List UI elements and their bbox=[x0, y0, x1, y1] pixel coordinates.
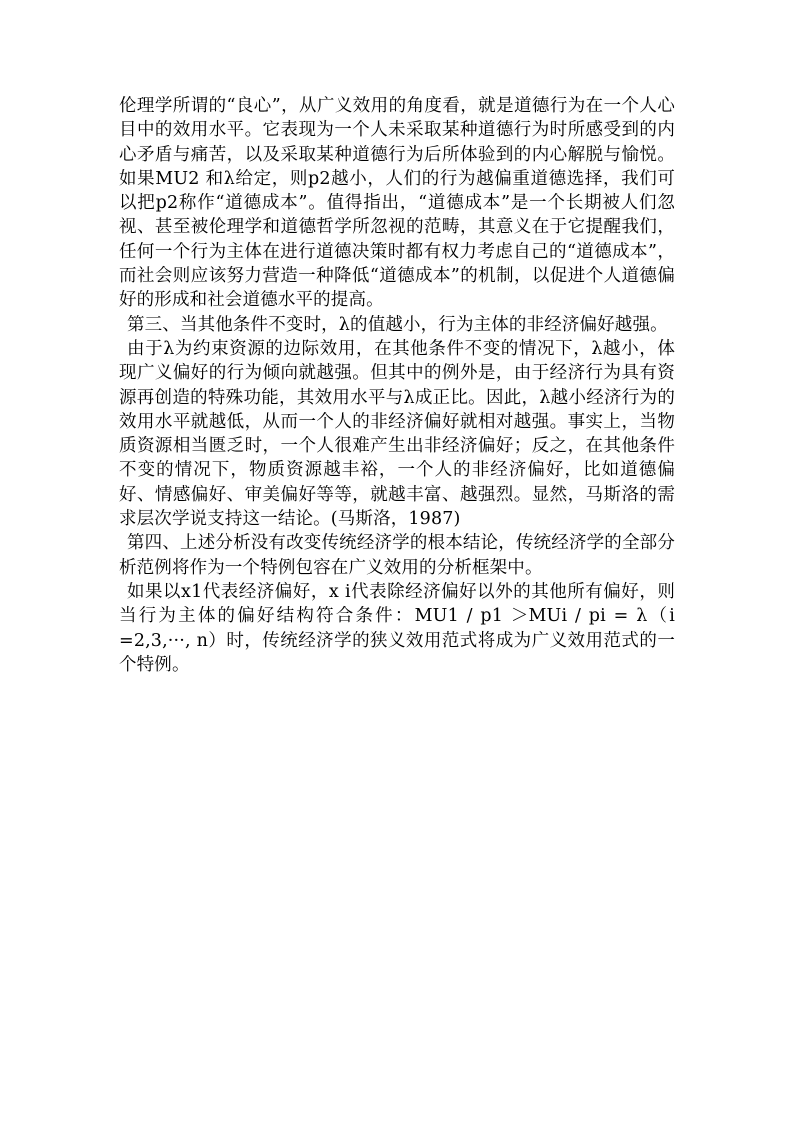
paragraph-lambda-explanation: 由于λ为约束资源的边际效用，在其他条件不变的情况下，λ越小，体现广义偏好的行为倾向就越强。但其中的例外是，由于经济行为具有资源再创造的特殊功能，其效用水平与λ成正比。因此，λ越小经济行为的效用水平就越低，从而一个人的非经济偏好就相对越强。事实上，当物质资源相当匮乏时，一个人很难产生出非经济偏好；反之，在其他条件不变的情况下，物质资源越丰裕，一个人的非经济偏好，比如道德偏好、情感偏好、审美偏好等等，就越丰富、越强烈。显然，马斯洛的需求层次学说支持这一结论。(马斯洛，1987) bbox=[119, 338, 675, 530]
paragraph-third-point: 第三、当其他条件不变时，λ的值越小，行为主体的非经济偏好越强。 bbox=[127, 314, 668, 335]
paragraph-fourth-point: 第四、上述分析没有改变传统经济学的根本结论，传统经济学的全部分析范例将作为一个特例包容在广义效用的分析框架中。 bbox=[119, 533, 675, 578]
paragraph-moral-cost: 伦理学所谓的“良心”，从广义效用的角度看，就是道德行为在一个人心目中的效用水平。它表现为一个人未采取某种道德行为时所感受到的内心矛盾与痛苦，以及采取某种道德行为后所体验到的内心解脱与愉悦。如果MU2 和λ给定，则p2越小，人们的行为越偏重道德选择，我们可以把p2称作“道德成本”。值得指出，“道德成本”是一个长期被人们忽视、甚至被伦理学和道德哲学所忽视的范畴，其意义在于它提醒我们，任何一个行为主体在进行道德决策时都有权力考虑自己的“道德成本”，而社会则应该努力营造一种降低“道德成本”的机制，以促进个人道德偏好的形成和社会道德水平的提高。 bbox=[119, 96, 675, 311]
document-page bbox=[119, 94, 675, 677]
paragraph-special-case: 如果以x1代表经济偏好，x i代表除经济偏好以外的其他所有偏好，则当行为主体的偏好结构符合条件：MU1 / p1 ＞MUi / pi = λ（i =2,3,···, n）时，传统经济学的狭义效用范式将成为广义效用范式的一个特例。 bbox=[119, 581, 675, 675]
